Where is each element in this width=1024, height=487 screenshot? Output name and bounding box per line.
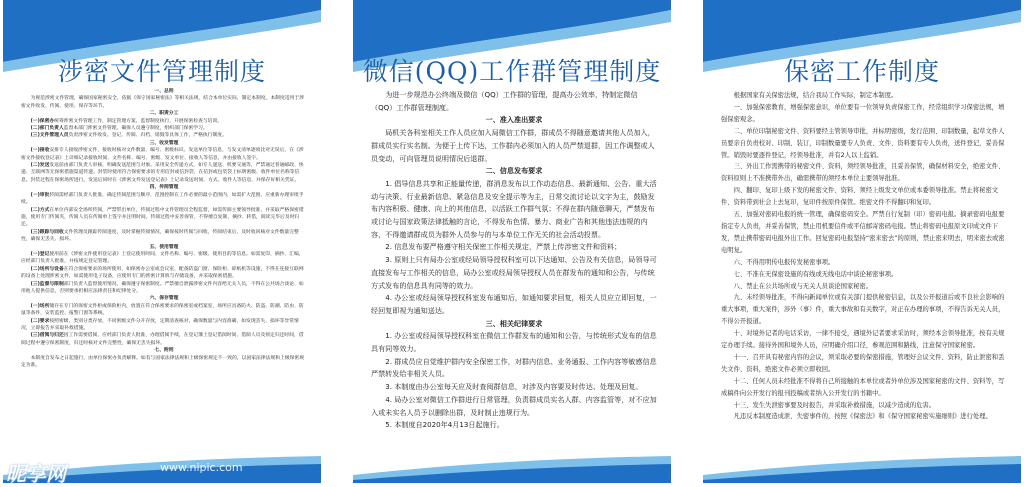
paragraph (721, 328, 1007, 352)
paragraph-lead: (一)接收 (30, 148, 50, 154)
paragraph-text: 九、未经领导批准，不得向新闻单位或有关部门提供秘密信息，以及公开报道后或不良社会影响的重大事项，重大案件，涉外（事）件，重大事故和有关数字，对正在办理的事项，不得告诉无关人员，不得公开报道。 (721, 294, 1005, 326)
paragraph-lead: (三)监督与限制 (30, 281, 64, 287)
paragraph (721, 257, 1007, 269)
paragraph-lead: (二)场所与设备 (30, 266, 64, 272)
paragraph-text: 一、准入准出要求 (485, 115, 543, 125)
paragraph-lead: (二)要求 (30, 318, 50, 324)
panel-title: 涉密文件管理制度 (57, 57, 266, 86)
paragraph-text: 2. 群成员应自觉维护群内安全保密工作，对群内信息、业务通报、工作内容等敏感信息严禁转发给非相关人员。 (371, 356, 657, 379)
paragraph (721, 209, 1007, 257)
panel-title: 微信(QQ)工作群管理制度 (362, 57, 662, 86)
paragraph-text: 七、附则 (154, 348, 174, 354)
paragraph (371, 254, 657, 292)
paragraph-text: 三、相关纪律要求 (485, 318, 543, 328)
section-heading (21, 347, 307, 354)
panel-body (371, 89, 657, 459)
paragraph-text: 1. 办公室或经局领导授权科室在微信工作群发布的通知和公告，与传统形式发布的信息具有同等效力。 (371, 331, 657, 354)
paragraph (21, 251, 307, 266)
paragraph-text: 六、不得用明传电报传发秘密事项。 (733, 258, 835, 266)
paragraph (721, 269, 1007, 281)
paragraph-lead: (二)方式 (30, 207, 50, 213)
section-heading (371, 318, 657, 331)
paragraph (721, 400, 1007, 412)
paragraph (371, 381, 657, 394)
paragraph-lead: (三)文件管理人员 (30, 133, 69, 139)
paragraph (371, 241, 657, 254)
paragraph-text: 1. 倡导信息共享和正能量传递，群消息发布以工作动态信息、最新通知、公告、重大活动与决策、行业最新信息、紧急信息及安全提示等为主，日常交流讨论以文字为主，鼓励发布内容积极、健康、向上的其他信息，以活跃工作群气氛；不得在群内随意聊天，严禁发布或讨论与国家政策法律抵触的言论，不得发布色情、暴力、商业广告和其他违法违规的内容，不得邀请群成员为群外人员参与的与本单位工作无关的社会活动投票。 (371, 178, 657, 239)
paragraph (721, 185, 1007, 209)
section-heading (21, 295, 307, 302)
paragraph-text: 为进一步规范办公终端及微信（QQ）工作群的管理，提高办公效率，特制定微信（QQ）工作群管理制度。 (371, 90, 638, 112)
paragraph (721, 292, 1007, 328)
paragraph-text: 七、不准在无保密设施的有线或无线电话中谈论秘密事项。 (733, 270, 898, 278)
paragraph-text: 十、对境外记者的电话采访，一律不接受，遇境外记者要求采访时，须经本会领导批准，按有关规定办理手续。接待外国和境外人员，应明确介绍口径，参观范围和路线，注意保守国家秘密。 (721, 330, 1005, 350)
paragraph-text: 四、翻印、复印上级下发的秘密文件、资料、须经上级发文单位或本委领导批准。禁止将秘密文件、资料带到社会上去复印，复印件按原件保管。绝密文件不得翻印和复印。 (721, 187, 999, 207)
paragraph-lead: (三)跟踪与回收 (30, 229, 64, 235)
paragraph (21, 118, 307, 125)
paragraph (721, 411, 1007, 423)
paragraph-lead: (一)保密办 (30, 118, 55, 124)
paragraph-text: 六、保存管理 (149, 296, 179, 302)
paragraph (21, 95, 307, 110)
section-heading (21, 184, 307, 191)
paragraph (371, 178, 657, 242)
paragraph-lead: (一)审批 (30, 192, 50, 198)
paragraph (21, 207, 307, 229)
paragraph-text: 局机关各科室相关工作人员应加入局微信工作群，群成员不得随意邀请其他人员加入，群成员实行实名制。为便于上传下达，工作群内必须加入的人员严禁退群，因工作调整或人员变动，可向管理员说明情况后退群。 (371, 128, 655, 163)
paragraph (21, 192, 307, 207)
paragraph (21, 229, 307, 244)
paragraph-text: 使用前在《涉密文件使用登记表》上登记使用时间、文件名称、编号、密级、使用目的等信息。如需复印、摘抄、汇编，应经部门负责人批准，并按规定登记管理。 (21, 251, 304, 265)
paragraph-text: 5. 本制度自2020年4月13日起施行。 (385, 420, 504, 430)
paragraph-text: 3. 原则上只有局办公室或经局领导授权科室可以下达通知、公告及有关信息，局领导可直接发布与工作相关的信息，局办公室或经局领导授权人员在群发布的通知和公告，与传统方式发布的信息具有同等的效力。 (371, 255, 657, 290)
paragraph (21, 162, 307, 184)
paragraph-text: 储存在专门的保密文件柜或保险柜内，放置在符合保密要求的保密室或档案室，场所应具备防火、防盗、防潮、防虫、防鼠等条件，安装监控、报警门窗等系统。 (21, 303, 304, 317)
paragraph-text: 在单位内部安全场所传阅，严禁带出单位，传阅过程中文件管理员全程监督，如需传阅主要领导批准，并采取严格保密措施，使用专门传阅夹，传阅人员在传阅单上签字并注明时间，传阅过程中妥善保管，不得擅自复制、摘抄、转借，阅读完毕后及时归还。 (21, 207, 304, 228)
section-heading (371, 114, 657, 127)
paragraph (371, 89, 657, 114)
paragraph-text: 二、职责分工 (149, 111, 179, 117)
paragraph (721, 352, 1007, 376)
paragraph-text: 部门负责人监督使用情况，确保遵守保密制度。严禁擅自泄露涉密文件内容给无关人员，不得在公共场合谈论、如用他人提供信息，否则要承担相应法律责任和纪律处分。 (21, 281, 304, 294)
paragraph-text: 十一、召开具有秘密内容的会议，须采取必要的保密措施，管理好会议文件、资料，防止泄密和丢失文件、资料，绝密文件必须立即收回。 (721, 353, 1005, 373)
paragraph-text: 文件管理员跟踪传阅进度，及时掌握传阅情况，确保按时传阅与回收，传阅结束后，及时收回核对文件数量完整性，确保无丢失、损坏。 (21, 229, 299, 243)
paragraph-text: 凡违反本制度造成泄、失密事件的，按照《保密法》和《保守国家秘密实施细则》进行处理。 (733, 413, 992, 421)
paragraph-text: 监督本部门涉密文件管理，确保人员遵守制度，组织部门保密学习。 (63, 126, 208, 132)
section-heading (21, 244, 307, 251)
paragraph (21, 132, 307, 139)
paragraph-text: 十二、任何人员未经批准不得将自己所接触的本单位或者外单位涉及国家秘密的文件、资料等，写成稿件向公开发行的报刊投稿或者纳入公开发行的书籍中。 (721, 377, 1005, 397)
paragraph-text: 4. 办公室或经局领导授权科室发布通知后，如通知要求回复，相关人员应立即回复，一经回复即视为通知送达。 (371, 293, 657, 315)
paragraph (21, 125, 307, 132)
paragraph-text: 按照密级、类别分类存放，不同密级文件分开存放，定期清查核对，确保数量与内容准确，如发现丢失、损坏等异常情况，立即报告并采取补救措施。 (21, 318, 299, 331)
paragraph-text: 八、禁止在公共场所或与无关人员谈论国家秘密。 (733, 282, 873, 290)
panel-confidential-documents (3, 0, 321, 483)
paragraph (721, 161, 1007, 185)
paragraph (21, 355, 307, 370)
paragraph-text: 统筹涉密文件管理工作，制定管理方案，监督制度执行，开展保密检查与培训。 (54, 118, 223, 124)
paragraph (371, 356, 657, 381)
paragraph-text: 一、加强保密教育，增强保密意识，单位要有一位领导负责保密工作，经常组织学习保密法规，增强保密观念。 (721, 103, 1005, 123)
panel-body (721, 90, 1007, 459)
paragraph-text: 三、收发管理 (149, 140, 179, 146)
paragraph-lead: (二)部门负责人 (30, 126, 64, 132)
paragraph-text: 发送前由部门负责人审核，明确发送范围与对象。采用安全传递方式，如专人递送、机要交通等，严禁通过普通邮政、快递、互联网等无保密措施渠道传递。封装时使用符合保密要求的专用信封或信封袋，在信封或包装袋上标明密级、收件单位名称等信息，封装过程在保密场所进行。发送后同时在《涉密文件发送登记表》上记录发送时间、方式、收件人等信息，并保存好相关凭证。 (21, 163, 304, 183)
paragraph-text: 二、单位印制秘密文件、资料要经主管领导审批，并标明密级，发行范围、印制数量，起草文件人员要亲自负责校对、印制、装订，印制数量要专人负责、文件、资料要有专人负责，送件登记，妥善保管。销毁时要逐件登记，经领导批准，并有2人以上监销。 (721, 127, 1005, 159)
paragraph-text: 三、外出工作需携带的秘密文件、资料，须经领导批准，且妥善保管，确保材料安全，绝密文件、资料原则上不准携带外出，确需携带的须经本单位主要领导批准。 (721, 163, 1005, 183)
paragraph (21, 281, 307, 296)
paragraph-text: 为规范涉密文件管理，确保国家秘密安全，依据《保守国家秘密法》等相关法规，结合本单位实际，制定本制度。本制度适用于涉密文件收发、传阅、使用、保存等环节。 (21, 96, 305, 109)
paragraph (21, 266, 307, 281)
watermark-url: www.nipic.com (160, 461, 243, 474)
section-heading (371, 165, 657, 178)
paragraph (721, 281, 1007, 293)
paragraph (721, 126, 1007, 162)
paragraph-text: 一、总则 (154, 89, 174, 94)
section-heading (21, 110, 307, 117)
paragraph (721, 102, 1007, 126)
paragraph-lead: (二)发送 (30, 163, 50, 169)
paragraph (371, 394, 657, 419)
panel-title: 保密工作制度 (783, 57, 940, 86)
paragraph-text: 五、使用管理 (149, 244, 179, 250)
paragraph (721, 376, 1007, 400)
paragraph (371, 330, 657, 355)
paragraph-lead: (一)场所 (30, 303, 50, 309)
paragraph-text: 本制度自发布之日起施行，由单位保密办负责解释。如有与国家法律法规和上级保密规定不一致的，以国家法律法规和上级保密规定为准。 (21, 355, 305, 369)
panel-body (21, 88, 307, 459)
paragraph-text: 五、加强对密码电报的统一管理，确保密码安全。严禁自行复制（印）密码电报。摘录密码电报要指定专人负责，并妥善保管，禁止用机要信件或平信邮寄密码电报。禁止将密码电报原文印成文件下发，禁止携带密码电报外出工作。回复密码电报坚持“密来密去”的原则，禁止密来明去，明来密去或密电明复。 (721, 211, 1005, 254)
paragraph (21, 147, 307, 162)
paragraph-text: 3. 本制度由办公室每天应及时查阅群信息，对涉及内容要及时传达、处理及回复。 (385, 382, 643, 392)
paragraph-text: 因工作需要借阅，应经部门负责人批准，办理借阅手续，在登记簿上登记借阅时间、借阅人员及预定归还时间，借阅过程中遵守保密制度，归还时核对文件完整性，确保无丢失损坏。 (21, 333, 304, 346)
paragraph-text: 十三、发生失泄密事要及时报告，并采取补救措施，以减少造成的危害。 (733, 401, 936, 409)
paragraph-lead: (一)登记 (30, 251, 50, 257)
paragraph (371, 419, 657, 432)
panel-secrecy-work (703, 0, 1021, 483)
paragraph-text: 传阅需经部门负责人批准，确定传阅范围与顺序，范围控制在工作必要的最小范围内，如需扩大范围，应重新办理审批手续。 (21, 192, 304, 206)
paragraph (21, 318, 307, 333)
paragraph (371, 292, 657, 317)
paragraph-lead: (三)借阅与归还 (30, 333, 64, 339)
paragraph-text: 负责涉密文件收发、登记、传阅、归档、销毁等具体工作，严格执行制度。 (68, 133, 227, 139)
paragraph-text: 4. 局办公室对微信工作群进行日常管理，负责群成员实名人群、内容监管等，对不应加入或未实名人员予以删除出群，及时制止违规行为。 (371, 394, 657, 417)
paragraph (721, 90, 1007, 102)
watermark-logo: 昵享网 (6, 462, 66, 486)
paragraph (21, 332, 307, 347)
paragraph-text: 安排专人接收涉密文件，接收时核对文件数量、编号、密级标识、发送单位等信息，与发文清单逐项比对无误后，在《涉密文件接收登记表》上详细记录接收时间、文件名称、编号、密级、发文单位、接收人等信息，并由接收人签字。 (21, 148, 304, 161)
panel-wechat-group-rules (353, 0, 671, 483)
paragraph-text: 二、信息发布要求 (485, 166, 543, 176)
section-heading (21, 88, 307, 95)
paragraph-text: 四、传阅管理 (149, 185, 179, 191)
paragraph-text: 在符合保密要求的场所使用，如保密办公室或会议室，配备防盗门窗、保险柜、碎纸机等设施，不得在连接互联网的设备上处理涉密文件，如需使用电子设备，应使用专门的涉密计算机与存储设备，并采取保密措施。 (21, 266, 304, 280)
section-heading (21, 140, 307, 147)
paragraph (21, 303, 307, 318)
paragraph (371, 127, 657, 165)
paragraph-text: 根据国家有关保密法规，结合我局工作实际，制定本制度。 (733, 92, 898, 99)
paragraph-text: 2. 信息发布要严格遵守相关保密工作相关规定，严禁上传涉密文件和资料； (385, 242, 622, 252)
watermark-id: ID:32432866 NO:20250623085008410120 (802, 446, 1016, 457)
